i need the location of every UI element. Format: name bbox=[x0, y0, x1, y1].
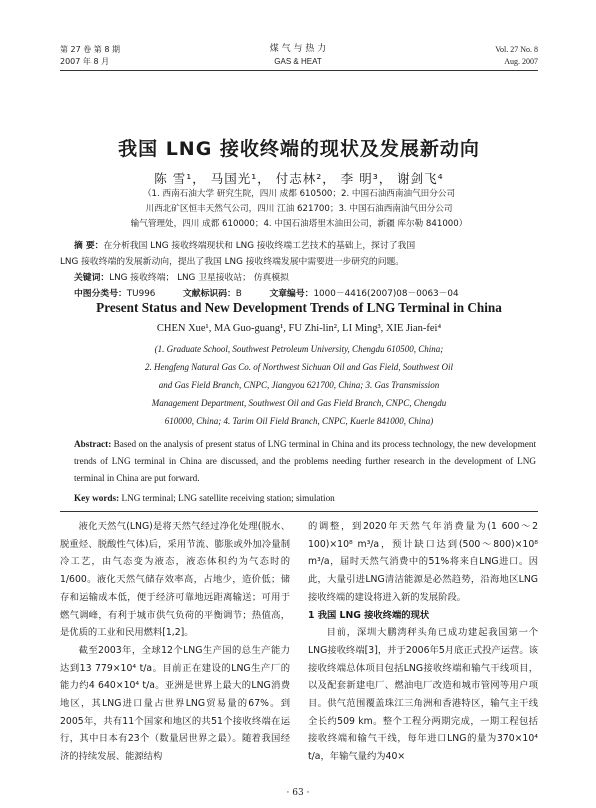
volume-issue-cn: 第 27 卷 第 8 期 bbox=[60, 45, 120, 54]
journal-name-en: GAS & HEAT bbox=[274, 57, 322, 66]
keywords-cn-label: 关键词： bbox=[74, 273, 110, 283]
body-paragraph: 的调整，到2020年天然气年消费量为(1 600～2 100)×10⁸ m³/a，预计缺口达到(500～800)×10⁸ m³/a，届时天然气消费中的51%将来自LNG进口。因此，大量引进LNG清洁能源是必然趋势，沿海地区LNG接收终端的建设将进入新的发展阶段。 bbox=[308, 521, 538, 603]
classification-number: TU996 bbox=[126, 289, 156, 299]
abstract-cn-line: LNG 接收终端的发展新动向，提出了我国 LNG 接收终端发展中需要进一步研究的问题。 bbox=[60, 257, 405, 267]
keywords-cn: LNG 接收终端； LNG 卫星接收站； 仿真模拟 bbox=[109, 273, 289, 283]
affiliation-en-line: 610000, China; 4. Tarim Oil Field Branch, CNPC, Kuerle 841000, China) bbox=[164, 416, 434, 426]
volume-issue-en: Vol. 27 No. 8 bbox=[495, 45, 538, 54]
abstract-cn-label: 摘 要： bbox=[74, 241, 104, 251]
affiliation-en-line: and Gas Field Branch, CNPC, Jiangyou 621700, China; 3. Gas Transmission bbox=[158, 380, 440, 390]
document-code-label: 文献标识码： bbox=[183, 289, 236, 299]
affiliation-cn-line: （1. 西南石油大学 研究生院，四川 成都 610500；2. 中国石油西南油气田分公司 bbox=[142, 189, 456, 199]
body-right-column bbox=[308, 518, 538, 766]
body-paragraph: 截至2003年，全球12个LNG生产国的总生产能力达到13 779×10⁴ t/a。目前正在建设的LNG生产厂的能力约4 640×10⁴ t/a。亚洲是世界上最大的LNG消费地区，其LNG进口量占世界LNG贸易量的67%。到2005年，共有11个国家和地区的共51个接收终端在运行，其中日本有23个（数量居世界之最）。随着我国经济的持续发展、能源结构 bbox=[60, 644, 290, 763]
affiliation-cn-line: 川西北矿区恒丰天然气公司，四川 江油 621700；3. 中国石油西南油气田分公司 bbox=[145, 204, 453, 214]
authors-en: CHEN Xue¹, MA Guo-guang¹, FU Zhi-lin², LI Ming³, XIE Jian-fei⁴ bbox=[156, 323, 442, 334]
abstract-en-text: Based on the analysis of present status of LNG terminal in China and its process technology, the new development trends of LNG terminal in China are discussed, and the problems needing further research in the development of LNG terminal in China are put forward. bbox=[74, 439, 537, 483]
section-heading: 1 我国 LNG 接收终端的现状 bbox=[308, 609, 430, 621]
body-paragraph: 目前，深圳大鹏湾秤头角已成功建起我国第一个LNG接收终端[3]，并于2006年5月底正式投产运营。该接收终端总体项目包括LNG接收终端和输气干线项目，以及配套新建电厂、燃油电厂改造和城市管网等用户项目。供气范围覆盖珠江三角洲和香港特区，输气主干线全长约509 km。整个工程分两期完成，一期工程包括接收终端和输气干线，每年进口LNG的量为370×10⁴ t/a，年输气量约为40× bbox=[308, 627, 538, 763]
header-rule bbox=[60, 70, 538, 71]
document-code: B bbox=[235, 289, 242, 299]
body-paragraph: 液化天然气(LNG)是将天然气经过净化处理(脱水、脱重烃、脱酸性气体)后，采用节流、膨胀或外加冷量制冷工艺，由气态变为液态，液态体积约为气态时的1/600。液化天然气储存效率高，占地少，造价低；储存和运输成本低，便于经济可靠地远距离输送；可用于燃气调峰，有利于城市供气负荷的平衡调节；热值高，是优质的工业和民用燃料[1,2]。 bbox=[60, 521, 290, 639]
affiliation-en-line: (1. Graduate School, Southwest Petroleum University, Chengdu 610500, China; bbox=[154, 344, 444, 354]
article-number-label: 文章编号： bbox=[269, 289, 314, 299]
affiliations-cn bbox=[60, 187, 538, 232]
abstract-en bbox=[74, 436, 536, 487]
date-en: Aug. 2007 bbox=[504, 57, 538, 66]
title-en: Present Status and New Development Trends of LNG Terminal in China bbox=[96, 300, 502, 315]
keywords-en: LNG terminal; LNG satellite receiving station; simulation bbox=[121, 493, 335, 503]
body-left-column bbox=[60, 518, 290, 766]
classification-label: 中图分类号： bbox=[74, 289, 127, 299]
journal-name-cn: 煤 气 与 热 力 bbox=[269, 44, 327, 54]
abstract-cn-line: 在分析我国 LNG 接收终端现状和 LNG 接收终端工艺技术的基础上，探讨了我国 bbox=[103, 241, 416, 251]
authors-cn: 陈 雪¹， 马国光¹， 付志林²， 李 明³， 谢剑飞⁴ bbox=[154, 171, 444, 186]
title-cn: 我国 LNG 接收终端的现状及发展新动向 bbox=[118, 138, 480, 160]
affiliation-en-line: Management Department, Southwest Oil and Gas Field Branch, CNPC, Chengdu bbox=[151, 398, 447, 408]
keywords-en-label: Key words: bbox=[74, 493, 120, 503]
affiliation-en-line: 2. Hengfeng Natural Gas Co. of Northwest Sichuan Oil and Gas Field, Southwest Oil bbox=[145, 362, 453, 372]
abstract-rule bbox=[60, 511, 538, 512]
abstract-cn bbox=[60, 238, 534, 302]
date-cn: 2007 年 8 月 bbox=[60, 57, 110, 66]
affiliation-cn-line: 输气管理处，四川 成都 610000；4. 中国石油塔里木油田公司，新疆 库尔勒 841000） bbox=[130, 219, 468, 229]
affiliations-en bbox=[60, 340, 538, 430]
article-number: 1000－4416(2007)08－0063－04 bbox=[313, 289, 459, 299]
keywords-en-block bbox=[74, 490, 536, 507]
abstract-en-label: Abstract: bbox=[74, 439, 112, 449]
page-number: · 63 · bbox=[286, 788, 310, 798]
